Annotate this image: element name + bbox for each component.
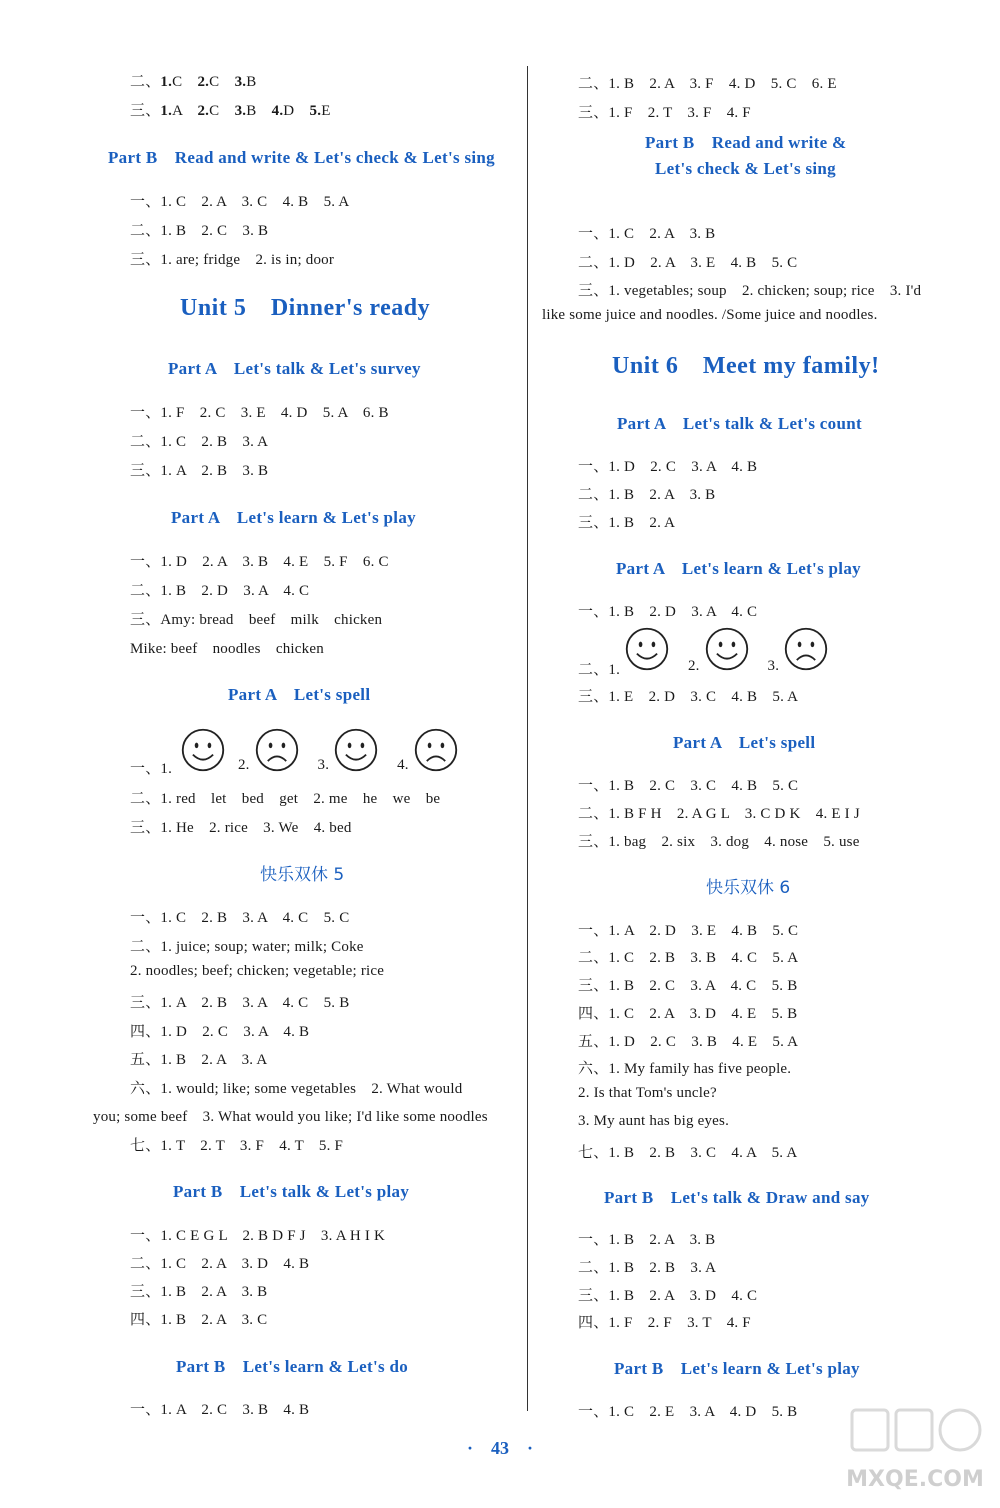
sad-face-icon: [254, 727, 300, 773]
answer-line: 三、1. B 2. A 3. D 4. C: [578, 1288, 758, 1304]
answer-line: 六、1. would; like; some vegetables 2. What would: [130, 1081, 463, 1097]
answer-line: 四、1. C 2. A 3. D 4. E 5. B: [578, 1006, 798, 1022]
page-number: · 43 ·: [466, 1438, 533, 1458]
unit-title: Unit 5 Dinner's ready: [180, 295, 431, 321]
answer-line: 一、1. C 2. A 3. C 4. B 5. A: [130, 194, 350, 210]
answer-line: 二、1. red let bed get 2. me he we be: [130, 791, 441, 807]
answer-line: 三、1. B 2. A: [578, 515, 676, 531]
answer-line: 3. My aunt has big eyes.: [578, 1113, 730, 1129]
watermark-text: MXQE.COM: [846, 1467, 984, 1492]
answer-line: 三、1. A 2. B 3. A 4. C 5. B: [130, 995, 350, 1011]
answer-line: 2. noodles; beef; chicken; vegetable; rice: [130, 963, 385, 979]
answer-line: 二、1. D 2. A 3. E 4. B 5. C: [578, 255, 798, 271]
answer-line: 三、1. A 2. B 3. B: [130, 463, 269, 479]
section-heading: Part A Let's learn & Let's play: [171, 508, 416, 527]
answer-line: 四、1. B 2. A 3. C: [130, 1312, 268, 1328]
answer-line: 三、1. E 2. D 3. C 4. B 5. A: [578, 689, 799, 705]
answer-line: 二、1. B 2. D 3. A 4. C: [130, 583, 310, 599]
smiley-face-icon: [333, 727, 379, 773]
answer-line: 四、1. F 2. F 3. T 4. F: [578, 1315, 751, 1331]
answer-line: 三、1. F 2. T 3. F 4. F: [578, 105, 751, 121]
answer-line: 二、1. B 2. A 3. B: [578, 487, 716, 503]
answer-line: 七、1. B 2. B 3. C 4. A 5. A: [578, 1145, 798, 1161]
answer-line: 二、1. B 2. C 3. B: [130, 223, 269, 239]
section-heading: Part B Let's talk & Draw and say: [604, 1188, 870, 1207]
smiley-face-icon: [704, 626, 750, 672]
unit-title: Unit 6 Meet my family!: [612, 353, 880, 379]
answer-line: 三、1. B 2. C 3. A 4. C 5. B: [578, 978, 798, 994]
answer-line: 三、1. vegetables; soup 2. chicken; soup; rice 3. I'd: [578, 283, 922, 299]
answer-line-faces: 一、1. 2. 3. 4.: [130, 727, 459, 779]
answer-line-faces: 二、1. 2. 3.: [578, 626, 829, 678]
answer-line: 一、1. A 2. D 3. E 4. B 5. C: [578, 923, 799, 939]
answer-line: 一、1. C 2. E 3. A 4. D 5. B: [578, 1404, 798, 1420]
answer-line: 五、1. B 2. A 3. A: [130, 1052, 268, 1068]
section-heading: 快乐双休 5: [260, 865, 345, 885]
section-heading: Part A Let's talk & Let's count: [617, 414, 862, 433]
answer-line: 二、1. C 2. B 3. B 4. C 5. A: [578, 950, 799, 966]
section-heading: 快乐双休 6: [706, 878, 791, 898]
answer-line: 三、1. He 2. rice 3. We 4. bed: [130, 820, 352, 836]
section-heading: Part B Let's learn & Let's play: [614, 1359, 860, 1378]
answer-line: like some juice and noodles. /Some juice and noodles.: [542, 307, 878, 323]
answer-line: 二、1. B F H 2. A G L 3. C D K 4. E I J: [578, 806, 860, 822]
answer-line: 一、1. F 2. C 3. E 4. D 5. A 6. B: [130, 405, 389, 421]
answer-line: 三、1. bag 2. six 3. dog 4. nose 5. use: [578, 834, 860, 850]
column-divider: [527, 66, 528, 1411]
answer-line: 六、1. My family has five people.: [578, 1061, 792, 1077]
answer-line: 二、1. B 2. B 3. A: [578, 1260, 717, 1276]
answer-line: 一、1. C E G L 2. B D F J 3. A H I K: [130, 1228, 386, 1244]
answer-line: 一、1. C 2. B 3. A 4. C 5. C: [130, 910, 350, 926]
answer-line: 一、1. B 2. D 3. A 4. C: [578, 604, 758, 620]
answer-line: you; some beef 3. What would you like; I'd like some noodles: [93, 1109, 488, 1125]
answer-line: 二、1. C 2. B 3. A: [130, 434, 269, 450]
answer-line: 一、1. B 2. C 3. C 4. B 5. C: [578, 778, 799, 794]
answer-line: 二、1. C 2. A 3. D 4. B: [130, 1256, 310, 1272]
section-heading: Part B Let's talk & Let's play: [173, 1182, 410, 1201]
section-heading: Part A Let's learn & Let's play: [616, 559, 861, 578]
smiley-face-icon: [624, 626, 670, 672]
section-heading: Part B Read and write &: [645, 133, 847, 152]
answer-line: 二、1. juice; soup; water; milk; Coke: [130, 939, 364, 955]
answer-line: 一、1. A 2. C 3. B 4. B: [130, 1402, 310, 1418]
answer-line: 一、1. C 2. A 3. B: [578, 226, 716, 242]
answer-line: Mike: beef noodles chicken: [130, 641, 324, 657]
section-heading: Part B Read and write & Let's check & Let's sing: [108, 148, 495, 167]
section-heading: Part B Let's learn & Let's do: [176, 1357, 409, 1376]
section-heading: Part A Let's talk & Let's survey: [168, 359, 421, 378]
sad-face-icon: [413, 727, 459, 773]
answer-line: 一、1. D 2. A 3. B 4. E 5. F 6. C: [130, 554, 389, 570]
answer-line: 三、Amy: bread beef milk chicken: [130, 612, 383, 628]
sad-face-icon: [783, 626, 829, 672]
section-heading: Let's check & Let's sing: [655, 159, 836, 178]
answer-line: 2. Is that Tom's uncle?: [578, 1085, 717, 1101]
section-heading: Part A Let's spell: [673, 733, 816, 752]
answer-line: 二、1.C 2.C 3.B: [130, 74, 257, 90]
answer-line: 一、1. D 2. C 3. A 4. B: [578, 459, 758, 475]
answer-line: 五、1. D 2. C 3. B 4. E 5. A: [578, 1034, 799, 1050]
answer-line: 四、1. D 2. C 3. A 4. B: [130, 1024, 310, 1040]
answer-line: 一、1. B 2. A 3. B: [578, 1232, 716, 1248]
smiley-face-icon: [180, 727, 226, 773]
answer-line: 二、1. B 2. A 3. F 4. D 5. C 6. E: [578, 76, 837, 92]
answer-line: 七、1. T 2. T 3. F 4. T 5. F: [130, 1138, 344, 1154]
answer-line: 三、1.A 2.C 3.B 4.D 5.E: [130, 103, 331, 119]
answer-line: 三、1. are; fridge 2. is in; door: [130, 252, 335, 268]
watermark-logo-icon: [840, 1402, 990, 1502]
answer-line: 三、1. B 2. A 3. B: [130, 1284, 268, 1300]
section-heading: Part A Let's spell: [228, 685, 371, 704]
